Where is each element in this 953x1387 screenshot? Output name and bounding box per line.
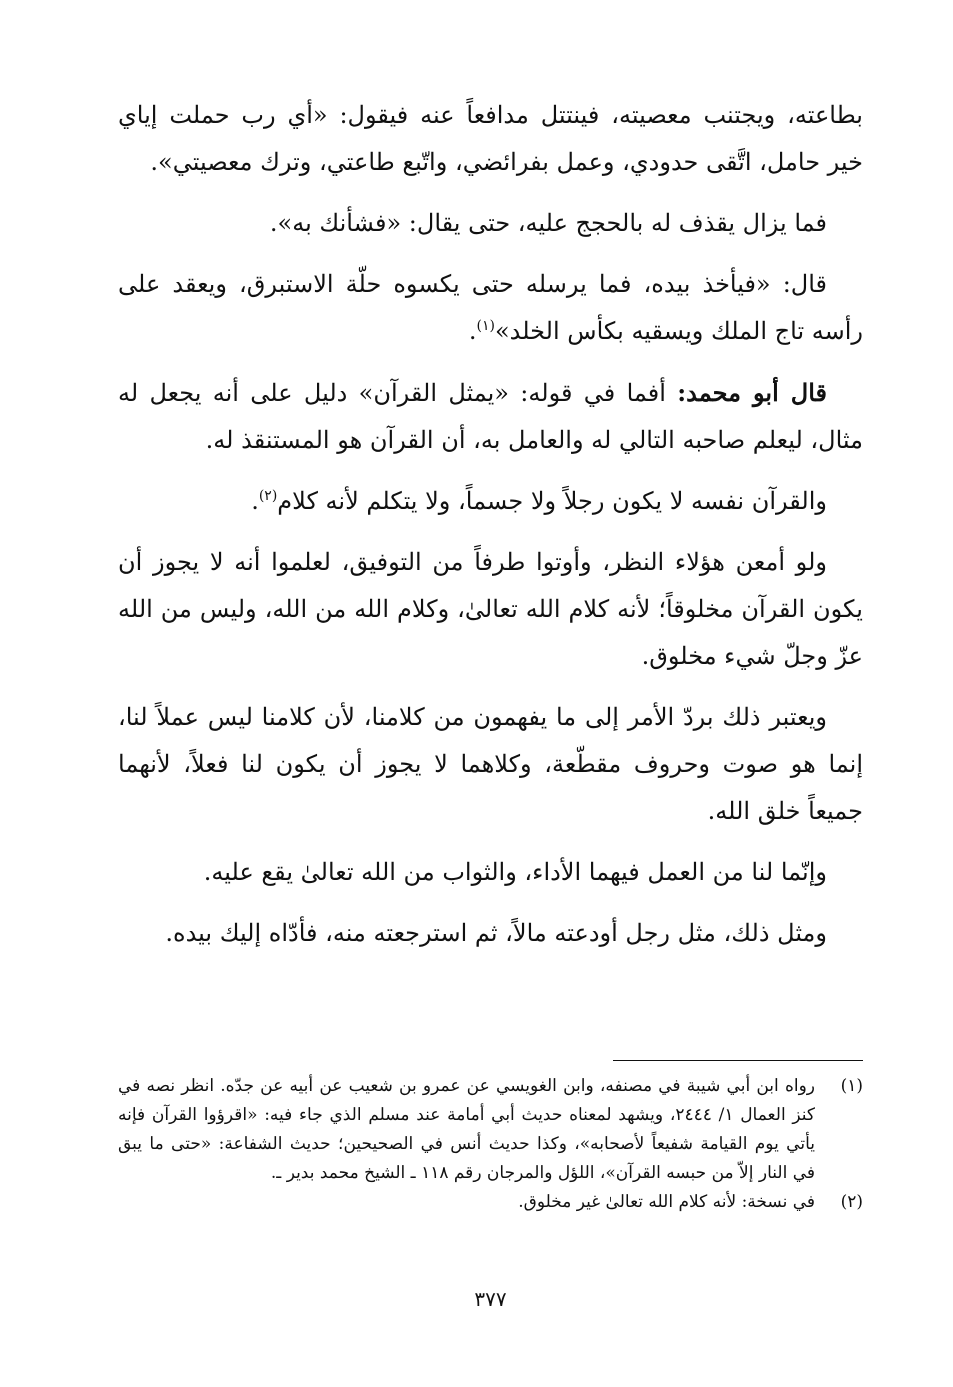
paragraph: فما يزال يقذف له بالحجج عليه، حتى يقال: «فشأنك به». (269, 209, 827, 237)
page-number: ٣٧٧ (474, 1287, 507, 1311)
footnote-divider (613, 1060, 863, 1061)
paragraph: ويعتبر ذلك بردّ الأمر إلى ما يفهمون من كلامنا، لأن كلامنا ليس عملاً لنا، إنما هو صوت وحروف مقطّعة، وكلاهما لا يجوز أن يكون لنا فعلاً، لأنهما جميعاً خلق الله. (118, 703, 863, 825)
footnote-number: (٢) (840, 1192, 863, 1212)
paragraph: قال أبو محمد: أفما في قوله: «يمثل القرآن» دليل على أنه يجعل له مثال، ليعلم صاحبه التالي له والعامل به، أن القرآن هو المستنقذ له. (118, 378, 863, 454)
footnote-ref[interactable]: (١) (476, 318, 495, 334)
paragraph: بطاعته، ويجتنب معصيته، فينتتل مدافعاً عنه فيقول: «أي رب حملت إياي خير حامل، اتَّقى حدودي، وعمل بفرائضي، واتّبع طاعتي، وترك معصيتي». (118, 101, 863, 176)
paragraph: وإنّما لنا من العمل فيهما الأداء، والثواب من الله تعالىٰ يقع عليه. (203, 858, 827, 886)
footnote-text: في نسخة: لأنه كلام الله تعالىٰ غير مخلوق. (518, 1192, 815, 1212)
footnote (118, 1188, 863, 1217)
speaker-label: قال أبو محمد: (677, 378, 828, 407)
paragraph: قال: «فيأخذ بيده، فما يرسله حتى يكسوه حلّة الاستبرق، ويعقد على رأسه تاج الملك ويسقيه بكأس الخلد»$^{(١)}$. (118, 270, 863, 345)
paragraph: ومثل ذلك، مثل رجل أودعته مالاً، ثم استرجعته منه، فأدّاه إليك بيده. (165, 919, 827, 947)
paragraph: ولو أمعن هؤلاء النظر، وأوتوا طرفاً من التوفيق، لعلموا أنه لا يجوز أن يكون القرآن مخلوقاً؛ لأنه كلام الله تعالىٰ، وكلام الله من الله، وليس من الله عزّ وجلّ شيء مخلوق. (118, 548, 863, 670)
book-page (118, 92, 863, 1362)
paragraph: والقرآن نفسه لا يكون رجلاً ولا جسماً، ولا يتكلم لأنه كلام$^{(٢)}$. (251, 487, 827, 515)
footnote-number: (١) (840, 1076, 863, 1096)
footnote (118, 1072, 863, 1188)
footnote-ref[interactable]: (٢) (258, 488, 278, 504)
footnotes (118, 1072, 863, 1217)
main-text (118, 92, 863, 957)
footnote-text: رواه ابن أبي شيبة في مصنفه، وابن الغويسي عن عمرو بن شعيب عن أبيه عن جدّه. انظر نصه في كنز العمال ١/ ٢٤٤٤، ويشهد لمعناه حديث أبي أمامة عند مسلم الذي جاء فيه: «اقرؤوا القرآن فإنه يأتي يوم القيامة شفيعاً لأصحابه»، وكذا حديث أنس في الصحيحين؛ حديث الشفاعة: «حتى ما يبق في النار إلاّ من حبسه القرآن»، اللؤل والمرجان رقم ١١٨ ـ الشيخ محمد بدير ـ. (118, 1076, 815, 1183)
